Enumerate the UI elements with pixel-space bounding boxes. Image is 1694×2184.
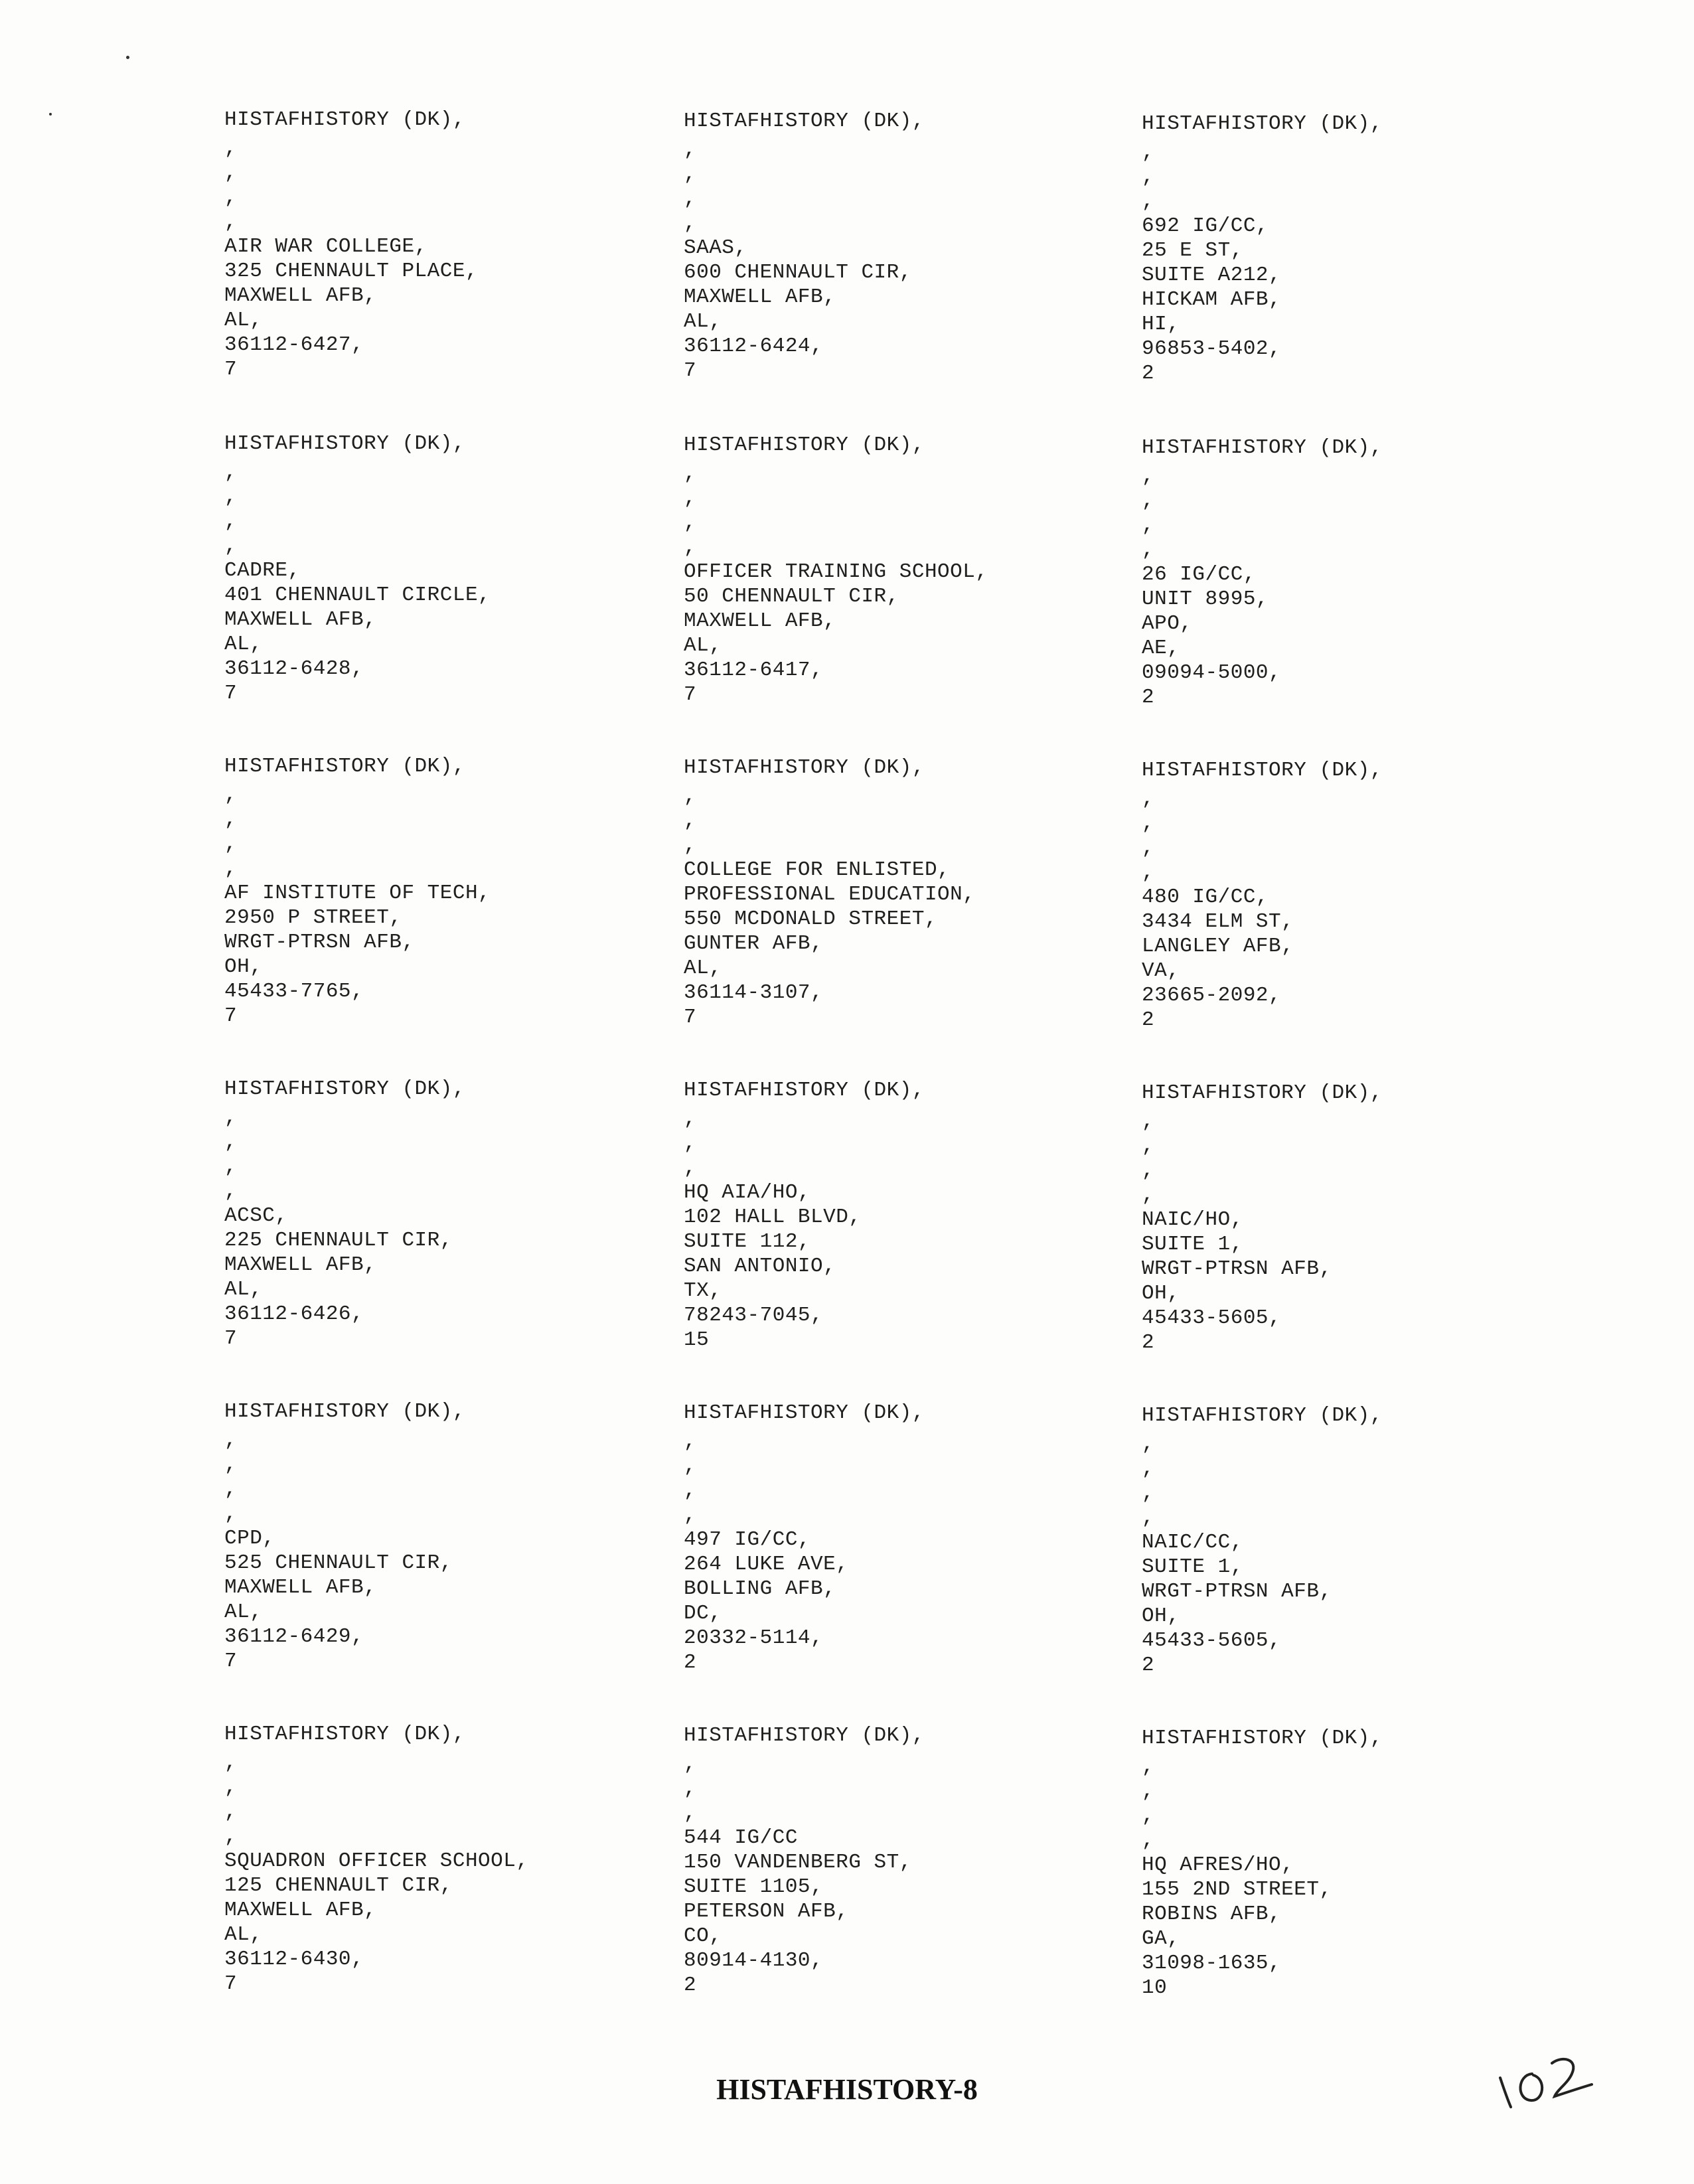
label-address-line: , (1142, 1755, 1155, 1778)
label-header-line: HISTAFHISTORY (DK), (684, 110, 925, 133)
label-address-line: MAXWELL AFB, (684, 285, 836, 309)
label-address-line: PETERSON AFB, (684, 1900, 849, 1923)
label-address-line: ACSC, (224, 1204, 288, 1227)
label-address-line: , (224, 832, 238, 856)
label-header-line: HISTAFHISTORY (DK), (684, 433, 925, 457)
label-address-line: SUITE A212, (1142, 264, 1282, 287)
label-address-line: 2 (1142, 362, 1155, 385)
label-address-line: SUITE 1, (1142, 1233, 1243, 1256)
label-address-line: 692 IG/CC, (1142, 214, 1269, 238)
page-footer-title: HISTAFHISTORY-8 (716, 2073, 978, 2106)
label-address-line: SUITE 1105, (684, 1875, 824, 1899)
label-address-line: COLLEGE FOR ENLISTED, (684, 858, 951, 882)
label-address-line: , (684, 187, 697, 210)
label-address-line: SUITE 112, (684, 1230, 811, 1253)
label-address-line: , (224, 1180, 238, 1203)
label-address-line: 78243-7045, (684, 1304, 824, 1327)
label-address-line: , (224, 783, 238, 807)
mailing-label (224, 1722, 528, 1996)
label-header-line: HISTAFHISTORY (DK), (224, 1077, 465, 1101)
label-address-line: NAIC/CC, (1142, 1531, 1243, 1554)
label-address-line: OH, (1142, 1282, 1180, 1305)
label-address-line: OFFICER TRAINING SCHOOL, (684, 560, 988, 584)
label-address-line: , (1142, 165, 1155, 189)
label-address-line: 2 (1142, 1654, 1155, 1677)
label-address-line: HI, (1142, 313, 1180, 336)
label-address-line: AIR WAR COLLEGE, (224, 235, 427, 258)
label-address-line: , (684, 1107, 697, 1131)
label-address-line: GUNTER AFB, (684, 932, 824, 955)
label-address-line: 09094-5000, (1142, 661, 1282, 684)
mailing-label (684, 1078, 925, 1352)
label-address-line: OH, (224, 955, 263, 978)
label-address-line: , (1142, 1134, 1155, 1158)
label-address-line: , (684, 1504, 697, 1527)
label-address-line: 7 (224, 1004, 238, 1028)
label-address-line: AL, (684, 957, 722, 980)
label-address-line: 10 (1142, 1976, 1168, 1999)
label-address-line: MAXWELL AFB, (684, 609, 836, 633)
label-header-line: HISTAFHISTORY (DK), (224, 432, 465, 455)
label-address-line: , (684, 138, 697, 161)
label-address-line: , (1142, 1110, 1155, 1133)
scan-speck (49, 113, 52, 116)
label-address-line: UNIT 8995, (1142, 587, 1269, 611)
label-address-line: 225 CHENNAULT CIR, (224, 1229, 453, 1252)
label-header-line: HISTAFHISTORY (DK), (1142, 1727, 1383, 1750)
label-address-line: 7 (224, 1650, 238, 1673)
label-address-line: , (224, 1478, 238, 1501)
label-address-line: AL, (224, 309, 263, 332)
label-address-line: AE, (1142, 637, 1180, 660)
label-header-line: HISTAFHISTORY (DK), (1142, 112, 1383, 135)
label-address-line: , (684, 536, 697, 559)
label-address-line: SAN ANTONIO, (684, 1255, 836, 1278)
mailing-label (224, 1399, 465, 1674)
label-address-line: , (224, 534, 238, 558)
label-header-line: HISTAFHISTORY (DK), (224, 1723, 465, 1746)
label-address-line: TX, (684, 1279, 722, 1302)
label-address-line: CPD, (224, 1527, 275, 1550)
label-header-line: HISTAFHISTORY (DK), (684, 1724, 925, 1747)
label-address-line: , (1142, 1184, 1155, 1207)
label-address-line: , (1142, 861, 1155, 884)
label-address-line: DC, (684, 1602, 722, 1625)
label-address-line: , (1142, 465, 1155, 488)
label-address-line: 20332-5114, (684, 1626, 824, 1650)
label-address-line: 2 (684, 1651, 697, 1674)
label-address-line: 3434 ELM ST, (1142, 910, 1294, 933)
label-address-line: , (684, 1156, 697, 1180)
label-address-line: 544 IG/CC (684, 1826, 798, 1849)
label-address-line: , (224, 1502, 238, 1525)
mailing-label (684, 1401, 925, 1675)
label-address-line: 36114-3107, (684, 981, 824, 1004)
mailing-label (224, 754, 491, 1028)
label-address-line: , (684, 1753, 697, 1776)
label-address-line: 23665-2092, (1142, 984, 1282, 1007)
label-address-line: HQ AFRES/HO, (1142, 1853, 1294, 1877)
label-address-line: , (224, 1106, 238, 1129)
mailing-label (1142, 1403, 1383, 1677)
label-address-line: 525 CHENNAULT CIR, (224, 1551, 453, 1575)
label-address-line: , (224, 510, 238, 533)
label-address-line: MAXWELL AFB, (224, 1253, 377, 1277)
scan-speck (126, 56, 129, 59)
label-address-line: 36112-6429, (224, 1625, 364, 1648)
label-address-line: AL, (684, 634, 722, 657)
label-address-line: 45433-7765, (224, 980, 364, 1003)
mailing-label (1142, 1081, 1383, 1355)
mailing-label (1142, 1726, 1383, 2000)
label-address-line: AL, (684, 310, 722, 333)
label-address-line: PROFESSIONAL EDUCATION, (684, 883, 976, 906)
label-header-line: HISTAFHISTORY (DK), (224, 108, 465, 131)
mailing-label (224, 108, 478, 382)
label-address-line: , (224, 1751, 238, 1774)
label-address-line: 80914-4130, (684, 1949, 824, 1972)
label-address-line: , (1142, 1433, 1155, 1456)
label-address-line: 401 CHENNAULT CIRCLE, (224, 584, 491, 607)
label-address-line: 2 (684, 1974, 697, 1997)
label-address-line: OH, (1142, 1604, 1180, 1628)
label-address-line: 36112-6430, (224, 1948, 364, 1971)
label-address-line: 102 HALL BLVD, (684, 1206, 862, 1229)
label-address-line: WRGT-PTRSN AFB, (1142, 1257, 1332, 1281)
label-address-line: , (1142, 1829, 1155, 1852)
label-address-line: MAXWELL AFB, (224, 608, 377, 631)
mailing-label (684, 109, 925, 383)
label-address-line: MAXWELL AFB, (224, 1899, 377, 1922)
label-address-line: , (684, 212, 697, 235)
label-address-line: AL, (224, 1600, 263, 1624)
label-address-line: , (684, 1454, 697, 1478)
label-address-line: 96853-5402, (1142, 337, 1282, 360)
label-address-line: 7 (684, 1006, 697, 1029)
label-address-line: , (1142, 812, 1155, 835)
label-address-line: , (224, 485, 238, 508)
label-address-line: , (224, 808, 238, 831)
label-address-line: , (684, 1802, 697, 1825)
label-address-line: , (684, 511, 697, 534)
label-address-line: 7 (224, 1327, 238, 1350)
label-address-line: , (684, 163, 697, 186)
label-address-line: , (224, 1155, 238, 1178)
label-address-line: 7 (224, 1972, 238, 1995)
label-address-line: 7 (684, 683, 697, 706)
label-address-line: , (224, 1825, 238, 1848)
label-address-line: 15 (684, 1328, 710, 1352)
label-address-line: , (1142, 538, 1155, 562)
label-address-line: , (224, 161, 238, 185)
label-address-line: MAXWELL AFB, (224, 284, 377, 307)
label-address-line: 325 CHENNAULT PLACE, (224, 260, 479, 283)
label-header-line: HISTAFHISTORY (DK), (1142, 1081, 1383, 1105)
label-address-line: 2 (1142, 686, 1155, 709)
label-address-line: CO, (684, 1924, 722, 1948)
label-address-line: ROBINS AFB, (1142, 1903, 1282, 1926)
label-header-line: HISTAFHISTORY (DK), (684, 1401, 925, 1425)
label-address-line: , (684, 1777, 697, 1800)
label-address-line: 36112-6428, (224, 657, 364, 680)
label-address-line: 7 (684, 359, 697, 382)
label-address-line: , (684, 1132, 697, 1155)
label-header-line: HISTAFHISTORY (DK), (684, 1079, 925, 1102)
label-header-line: HISTAFHISTORY (DK), (684, 756, 925, 779)
label-address-line: VA, (1142, 959, 1180, 982)
label-address-line: LANGLEY AFB, (1142, 935, 1294, 958)
label-address-line: , (224, 1131, 238, 1154)
label-address-line: 36112-6426, (224, 1302, 364, 1326)
label-address-line: NAIC/HO, (1142, 1208, 1243, 1231)
label-address-line: 155 2ND STREET, (1142, 1878, 1332, 1901)
label-address-line: WRGT-PTRSN AFB, (224, 931, 415, 954)
label-header-line: HISTAFHISTORY (DK), (1142, 759, 1383, 782)
label-address-line: GA, (1142, 1927, 1180, 1950)
label-address-line: , (684, 462, 697, 485)
label-address-line: , (224, 186, 238, 209)
label-address-line: 264 LUKE AVE, (684, 1553, 849, 1576)
label-address-line: , (1142, 190, 1155, 213)
label-address-line: , (1142, 514, 1155, 537)
mailing-label (684, 1723, 925, 1997)
label-address-line: 45433-5605, (1142, 1629, 1282, 1652)
label-address-line: 550 MCDONALD STREET, (684, 907, 938, 931)
label-address-line: , (224, 461, 238, 484)
label-address-line: , (684, 1479, 697, 1502)
label-address-line: 25 E ST, (1142, 239, 1243, 262)
label-address-line: , (1142, 787, 1155, 811)
label-address-line: , (1142, 1482, 1155, 1505)
label-address-line: , (684, 834, 697, 857)
label-address-line: , (684, 1430, 697, 1453)
label-address-line: , (224, 857, 238, 880)
label-address-line: , (1142, 1780, 1155, 1803)
label-address-line: WRGT-PTRSN AFB, (1142, 1580, 1332, 1603)
mailing-label (224, 431, 491, 706)
label-address-line: , (1142, 1506, 1155, 1529)
mailing-label (1142, 435, 1383, 710)
label-header-line: HISTAFHISTORY (DK), (224, 755, 465, 778)
label-address-line: 50 CHENNAULT CIR, (684, 585, 899, 608)
label-address-line: , (224, 1453, 238, 1476)
label-address-line: , (684, 809, 697, 832)
label-address-line: SQUADRON OFFICER SCHOOL, (224, 1849, 529, 1873)
mailing-label (1142, 758, 1383, 1032)
label-address-line: SAAS, (684, 236, 747, 260)
label-address-line: 480 IG/CC, (1142, 886, 1269, 909)
label-address-line: 125 CHENNAULT CIR, (224, 1874, 453, 1897)
label-address-line: AF INSTITUTE OF TECH, (224, 882, 491, 905)
label-address-line: 36112-6427, (224, 333, 364, 356)
label-address-line: 7 (224, 358, 238, 381)
label-address-line: , (1142, 1804, 1155, 1828)
label-address-line: 36112-6417, (684, 659, 824, 682)
label-address-line: , (1142, 489, 1155, 512)
label-address-line: BOLLING AFB, (684, 1577, 836, 1600)
label-address-line: SUITE 1, (1142, 1555, 1243, 1579)
label-address-line: 26 IG/CC, (1142, 563, 1256, 586)
label-address-line: 2 (1142, 1008, 1155, 1032)
label-address-line: APO, (1142, 612, 1193, 635)
label-address-line: 45433-5605, (1142, 1306, 1282, 1330)
label-address-line: , (1142, 1159, 1155, 1182)
label-address-line: AL, (224, 1923, 263, 1946)
label-address-line: 36112-6424, (684, 335, 824, 358)
label-address-line: HICKAM AFB, (1142, 288, 1282, 311)
label-address-line: , (224, 210, 238, 234)
label-address-line: AL, (224, 633, 263, 656)
label-address-line: , (684, 487, 697, 510)
label-header-line: HISTAFHISTORY (DK), (1142, 1404, 1383, 1427)
mailing-label (684, 755, 975, 1030)
label-address-line: , (684, 785, 697, 808)
label-address-line: 2950 P STREET, (224, 906, 402, 929)
label-address-line: AL, (224, 1278, 263, 1301)
label-address-line: 600 CHENNAULT CIR, (684, 261, 912, 284)
label-address-line: , (1142, 141, 1155, 164)
label-header-line: HISTAFHISTORY (DK), (1142, 436, 1383, 459)
label-address-line: 7 (224, 682, 238, 705)
label-address-line: CADRE, (224, 559, 301, 582)
label-address-line: , (224, 1776, 238, 1799)
label-address-line: , (224, 1800, 238, 1824)
label-address-line: 31098-1635, (1142, 1952, 1282, 1975)
mailing-label (224, 1077, 465, 1351)
label-address-line: HQ AIA/HO, (684, 1181, 811, 1204)
handwritten-page-number (1494, 2046, 1600, 2112)
mailing-label (1142, 112, 1383, 386)
label-address-line: , (224, 137, 238, 160)
label-address-line: 497 IG/CC, (684, 1528, 811, 1551)
label-address-line: 2 (1142, 1331, 1155, 1354)
label-header-line: HISTAFHISTORY (DK), (224, 1400, 465, 1423)
label-address-line: , (224, 1429, 238, 1452)
label-address-line: , (1142, 1457, 1155, 1480)
label-address-line: 150 VANDENBERG ST, (684, 1851, 912, 1874)
label-address-line: MAXWELL AFB, (224, 1576, 377, 1599)
mailing-label (684, 433, 988, 707)
label-address-line: , (1142, 836, 1155, 860)
